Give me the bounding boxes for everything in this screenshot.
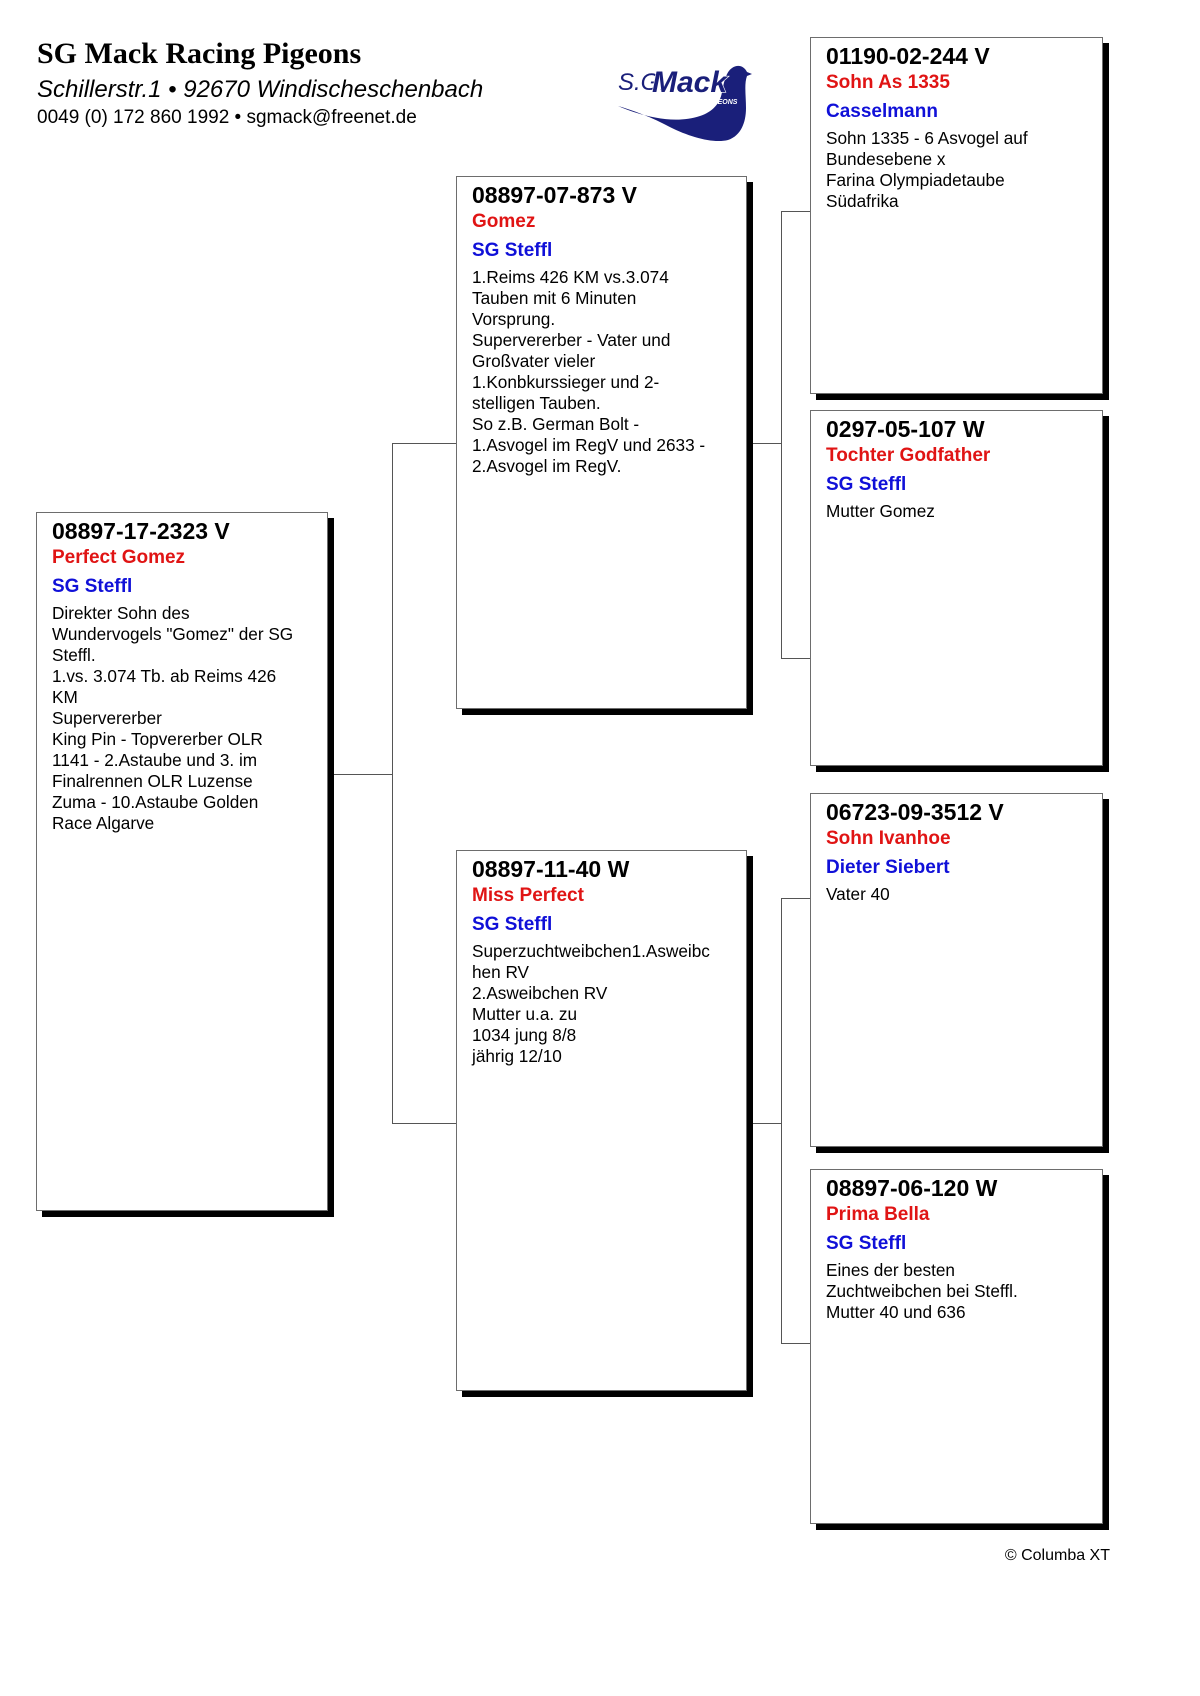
pigeon-notes: Sohn 1335 - 6 Asvogel auf Bundesebene x Farina Olympiadetaube Südafrika [826, 128, 1028, 211]
connector-line [392, 443, 393, 1124]
ring-number: 08897-11-40 W [472, 856, 630, 882]
breeder-name: SG Steffl [472, 240, 553, 261]
pigeon-notes: Mutter Gomez [826, 501, 935, 521]
pigeon-name: Sohn Ivanhoe [826, 828, 951, 849]
breeder-name: SG Steffl [52, 576, 133, 597]
pigeon-card-sire[interactable] [456, 176, 747, 709]
page-title: SG Mack Racing Pigeons [37, 37, 362, 70]
pigeon-name: Gomez [472, 211, 536, 232]
contact-line: 0049 (0) 172 860 1992 • sgmack@freenet.de [37, 107, 417, 128]
ring-number: 0297-05-107 W [826, 416, 985, 442]
pigeon-card-sire-sire[interactable] [810, 37, 1103, 394]
pigeon-notes: Superzuchtweibchen1.Asweibc hen RV 2.Asweibchen RV Mutter u.a. zu 1034 jung 8/8 jährig 12/10 [472, 941, 710, 1066]
connector-line [781, 211, 782, 659]
logo-sub-text: RACING PIGEONS [676, 99, 738, 106]
connector-line [328, 774, 392, 775]
pigeon-notes: Eines der besten Zuchtweibchen bei Steffl. Mutter 40 und 636 [826, 1260, 1018, 1322]
pigeon-name: Prima Bella [826, 1204, 930, 1225]
address-line: Schillerstr.1 • 92670 Windischeschenbach [37, 76, 484, 103]
pigeon-name: Perfect Gomez [52, 547, 186, 568]
connector-line [392, 1123, 456, 1124]
connector-line [781, 211, 810, 212]
pigeon-card-sire-dam[interactable] [810, 410, 1103, 766]
pigeon-notes: 1.Reims 426 KM vs.3.074 Tauben mit 6 Minuten Vorsprung. Supervererber - Vater und Großvater vieler 1.Konbkurssieger und 2- stelligen Tauben. So z.B. German Bolt - 1.Asvogel im RegV und 2633 - 2.Asvogel im RegV. [472, 267, 706, 476]
logo-prefix-text: S.G. [618, 69, 667, 96]
logo-main-text: Mack [652, 66, 728, 99]
connector-line [781, 898, 782, 1344]
pigeon-name: Miss Perfect [472, 885, 584, 906]
breeder-name: SG Steffl [472, 914, 553, 935]
connector-line [753, 443, 781, 444]
pigeon-notes: Direkter Sohn des Wundervogels "Gomez" der SG Steffl. 1.vs. 3.074 Tb. ab Reims 426 KM Supervererber King Pin - Topvererber OLR 1141 - 2.Astaube und 3. im Finalrennen OLR Luzense Zuma - 10.Astaube Golden Race Algarve [52, 603, 294, 833]
pigeon-name: Tochter Godfather [826, 445, 991, 466]
connector-line [781, 1343, 810, 1344]
pigeon-card-subject[interactable] [36, 512, 328, 1211]
breeder-name: SG Steffl [826, 1233, 907, 1254]
ring-number: 08897-17-2323 V [52, 518, 230, 544]
pigeon-card-dam-dam[interactable] [810, 1169, 1103, 1524]
ring-number: 08897-06-120 W [826, 1175, 998, 1201]
ring-number: 01190-02-244 V [826, 43, 990, 69]
ring-number: 08897-07-873 V [472, 182, 637, 208]
pigeon-logo-icon [616, 62, 756, 146]
copyright-footer: © Columba XT [1004, 1547, 1110, 1564]
pigeon-name: Sohn As 1335 [826, 72, 950, 93]
ring-number: 06723-09-3512 V [826, 799, 1004, 825]
connector-line [392, 443, 456, 444]
sg-mack-logo [616, 62, 756, 146]
breeder-name: SG Steffl [826, 474, 907, 495]
connector-line [781, 898, 810, 899]
pigeon-card-dam[interactable] [456, 850, 747, 1391]
connector-line [753, 1123, 781, 1124]
pigeon-notes: Vater 40 [826, 884, 890, 904]
pigeon-card-dam-sire[interactable] [810, 793, 1103, 1147]
breeder-name: Casselmann [826, 101, 938, 122]
connector-line [781, 658, 810, 659]
breeder-name: Dieter Siebert [826, 857, 950, 878]
